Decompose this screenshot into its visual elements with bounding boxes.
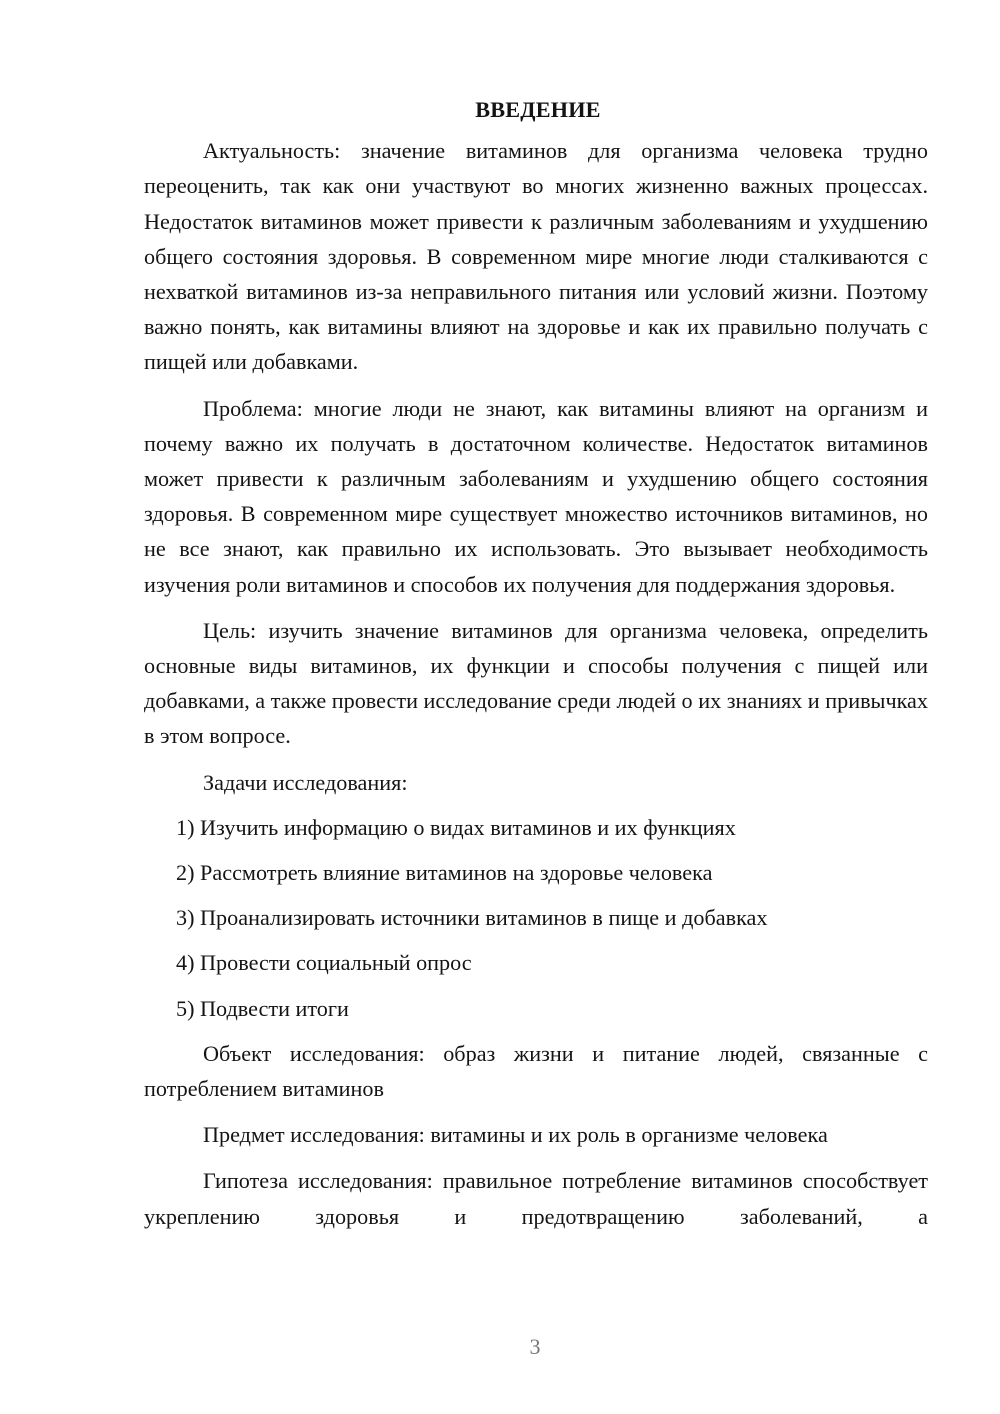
- document-page: [144, 92, 928, 1234]
- page-number: 3: [529, 1334, 541, 1359]
- relevance-paragraph: Актуальность: значение витаминов для организма человека трудно переоценить, так как они участвуют во многих жизненно важных процессах. Недостаток витаминов может привести к различным заболеваниям и ухудшению общего состояния здоровья. В современном мире многие люди сталкиваются с нехваткой витаминов из-за неправильного питания или условий жизни. Поэтому важно понять, как витамины влияют на здоровье и как их правильно получать с пищей или добавками.: [144, 138, 928, 375]
- object-paragraph: Объект исследования: образ жизни и питание людей, связанные с потреблением витаминов: [144, 1040, 928, 1102]
- goal-paragraph: Цель: изучить значение витаминов для организма человека, определить основные виды витаминов, их функции и способы получения с пищей или добавками, а также провести исследование среди людей о их знаниях и привычках в этом вопросе.: [144, 617, 928, 749]
- problem-paragraph: Проблема: многие люди не знают, как витамины влияют на организм и почему важно их получать в достаточном количестве. Недостаток витаминов может привести к различным заболеваниям и ухудшению общего состояния здоровья. В современном мире существует множество источников витаминов, но не все знают, как правильно их использовать. Это вызывает необходимость изучения роли витаминов и способов их получения для поддержания здоровья.: [144, 395, 928, 597]
- task-item: 5) Подвести итоги: [176, 995, 349, 1021]
- task-item: 2) Рассмотреть влияние витаминов на здоровье человека: [176, 860, 713, 886]
- hypothesis-paragraph: Гипотеза исследования: правильное потребление витаминов способствует укреплению здоровья и предотвращению заболеваний, а: [144, 1168, 928, 1229]
- section-heading: ВВЕДЕНИЕ: [475, 97, 601, 122]
- subject-paragraph: Предмет исследования: витамины и их роль в организме человека: [203, 1122, 828, 1148]
- task-item: 3) Проанализировать источники витаминов в пище и добавках: [176, 905, 768, 931]
- task-item: 4) Провести социальный опрос: [176, 950, 472, 976]
- tasks-list: [144, 810, 928, 1026]
- task-item: 1) Изучить информацию о видах витаминов и их функциях: [176, 814, 736, 840]
- tasks-heading: Задачи исследования:: [203, 769, 408, 795]
